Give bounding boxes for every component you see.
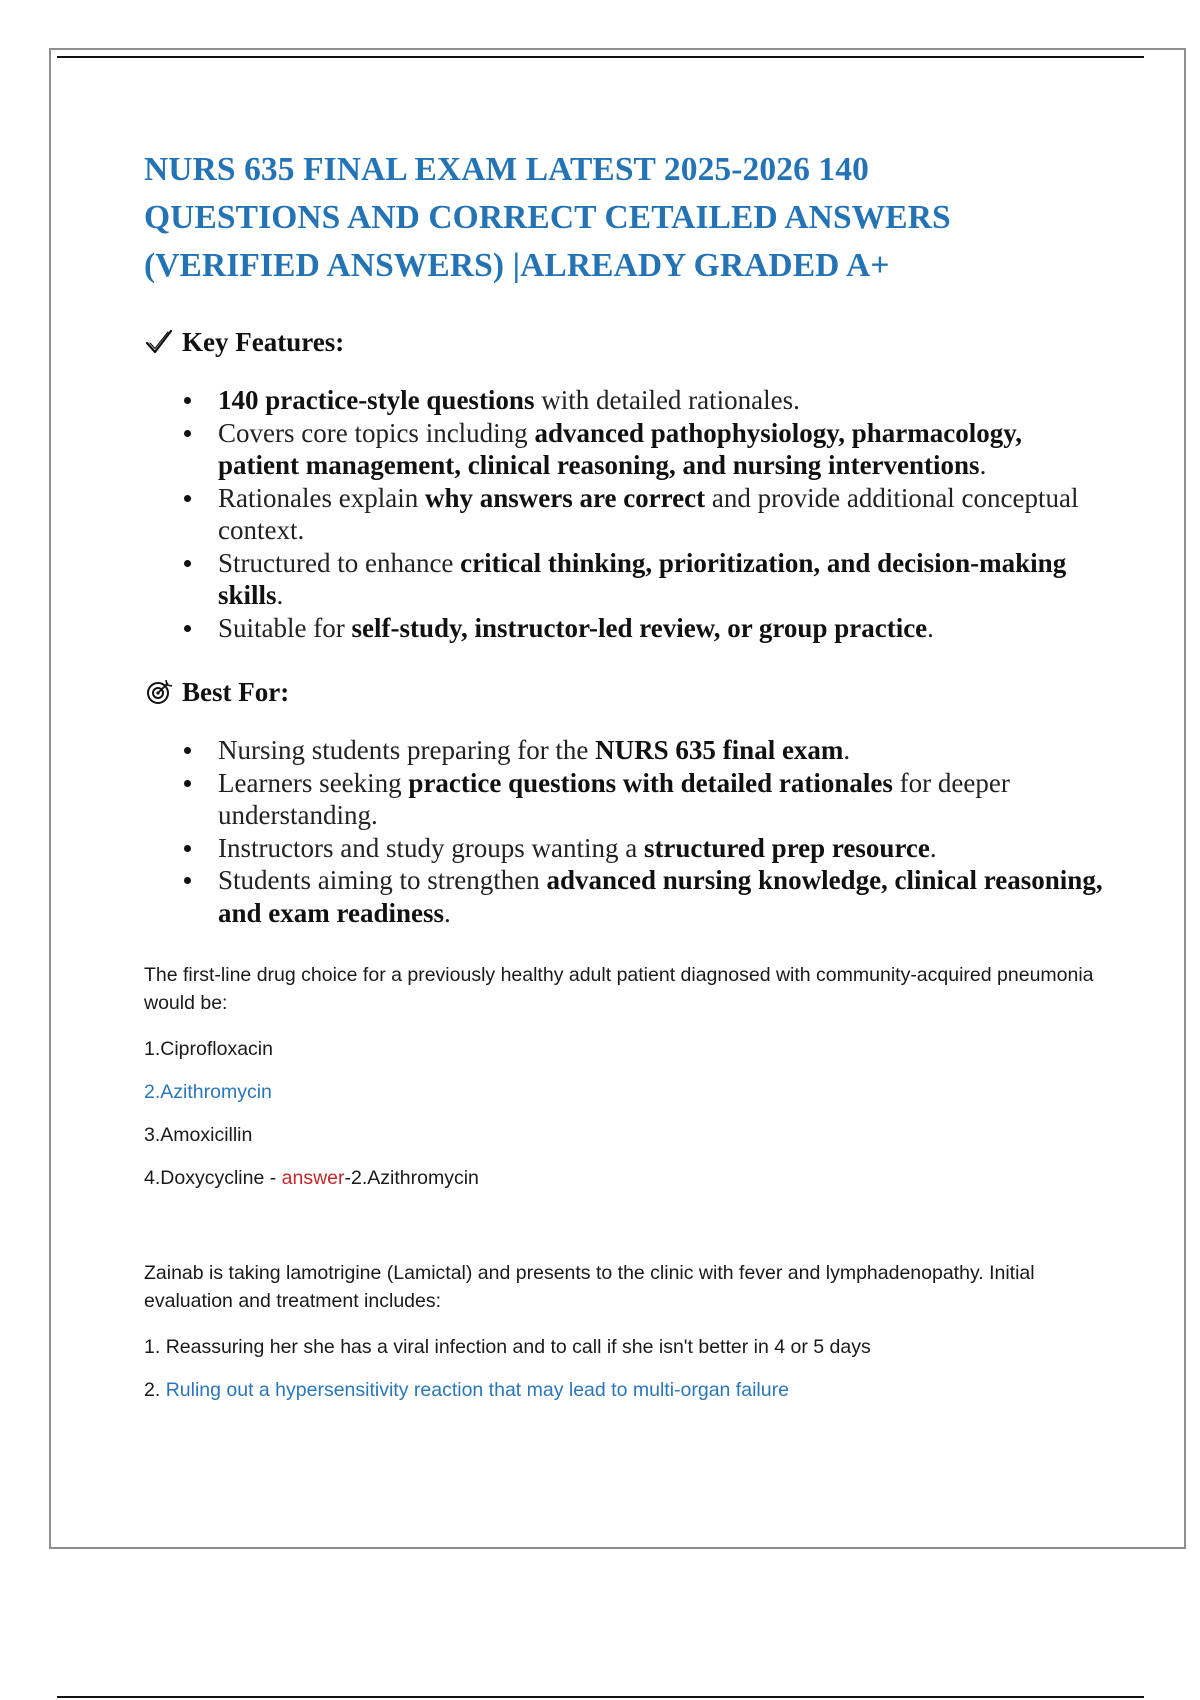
text: .	[929, 832, 937, 863]
top-rule	[57, 56, 1144, 58]
title-line: (VERIFIED ANSWERS) |ALREADY GRADED A+	[144, 247, 890, 284]
best-for-label: Best For:	[182, 677, 290, 707]
bullet-dot	[184, 845, 191, 852]
list-item	[144, 832, 1104, 865]
text: Nursing students preparing for the	[218, 735, 596, 765]
title-line: QUESTIONS AND CORRECT CETAILED ANSWERS	[144, 199, 951, 236]
key-features-label: Key Features:	[182, 327, 345, 357]
question-2	[144, 1259, 1104, 1403]
answer-option	[144, 1334, 1104, 1360]
text: Students aiming to strengthen	[218, 865, 547, 895]
text: .	[444, 897, 451, 928]
list-item	[144, 384, 1104, 417]
bullet-dot	[184, 495, 191, 502]
answer-value: -2.Azithromycin	[344, 1167, 479, 1189]
document-content	[144, 146, 1104, 1403]
question-stem: The first-line drug choice for a previously healthy adult patient diagnosed with community-acquired pneumonia would be:	[144, 964, 1094, 1014]
document-title	[144, 146, 1104, 290]
list-item	[144, 547, 1104, 612]
text: Structured to enhance	[218, 547, 461, 578]
answer-option-text: 4.Doxycycline -	[144, 1167, 282, 1189]
list-item	[144, 612, 1104, 645]
list-item	[144, 417, 1104, 482]
bullet-dot	[184, 747, 191, 754]
text: Instructors and study groups wanting a	[218, 832, 644, 863]
option-number: 2.	[144, 1379, 166, 1401]
key-features-heading	[144, 324, 1104, 360]
bullet-dot	[184, 397, 191, 404]
answer-option: 3.Amoxicillin	[144, 1124, 253, 1146]
bold-text: NURS 635 final exam	[595, 735, 844, 765]
bold-text: 140 practice-style questions	[218, 385, 535, 415]
title-line: NURS 635 FINAL EXAM LATEST 2025-2026 140	[144, 151, 869, 188]
text: Learners seeking	[218, 767, 409, 798]
text: .	[276, 580, 284, 610]
bold-text: practice questions with detailed rationales	[408, 767, 893, 798]
bullet-dot	[184, 780, 191, 787]
list-item	[144, 864, 1104, 929]
best-for-heading	[144, 674, 1104, 710]
bold-text: why answers are correct	[424, 482, 706, 513]
bullet-dot	[184, 560, 191, 567]
bullet-dot	[184, 877, 191, 884]
bold-text: critical thinking, prioritization, and decision-making skills	[218, 547, 1067, 610]
option-text: Reassuring her she has a viral infection and to call if she isn't better in 4 or 5 days	[165, 1336, 871, 1358]
question-1	[144, 961, 1104, 1191]
bold-text: self-study, instructor-led review, or group practice	[351, 612, 928, 643]
text: .	[927, 612, 934, 643]
question-stem: Zainab is taking lamotrigine (Lamictal) and presents to the clinic with fever and lymphadenopathy. Initial evaluation and treatment includes:	[144, 1262, 1035, 1312]
bullet-dot	[184, 625, 191, 632]
text: Rationales explain	[218, 482, 425, 513]
answer-option-correct: 2.Azithromycin	[144, 1081, 272, 1103]
check-mark-icon	[144, 327, 174, 357]
key-features-list	[144, 384, 1104, 644]
text: .	[979, 450, 987, 480]
text: with detailed rationales.	[534, 385, 800, 415]
bullet-dot	[184, 430, 191, 437]
list-item	[144, 767, 1104, 832]
bottom-rule	[57, 1696, 1144, 1698]
list-item	[144, 734, 1104, 767]
text: and provide additional conceptual context.	[218, 482, 1079, 545]
list-item	[144, 482, 1104, 547]
text: for deeper understanding.	[218, 767, 1010, 830]
answer-label: answer	[281, 1167, 345, 1189]
option-text: Ruling out a hypersensitivity reaction that may lead to multi-organ failure	[165, 1379, 789, 1401]
option-number: 1.	[144, 1336, 166, 1358]
answer-option-correct	[144, 1377, 1104, 1403]
text: Covers core topics including	[218, 417, 535, 448]
bold-text: advanced nursing knowledge, clinical reasoning, and exam readiness	[218, 865, 1103, 928]
text: Suitable for	[218, 612, 352, 643]
answer-option: 1.Ciprofloxacin	[144, 1038, 273, 1060]
answer-option-with-key	[144, 1165, 1104, 1191]
target-icon	[144, 677, 174, 707]
text: .	[843, 735, 851, 765]
bold-text: advanced pathophysiology, pharmacology, patient management, clinical reasoning, and nursing interventions	[218, 417, 1023, 480]
bold-text: structured prep resource	[643, 832, 930, 863]
best-for-list	[144, 734, 1104, 929]
